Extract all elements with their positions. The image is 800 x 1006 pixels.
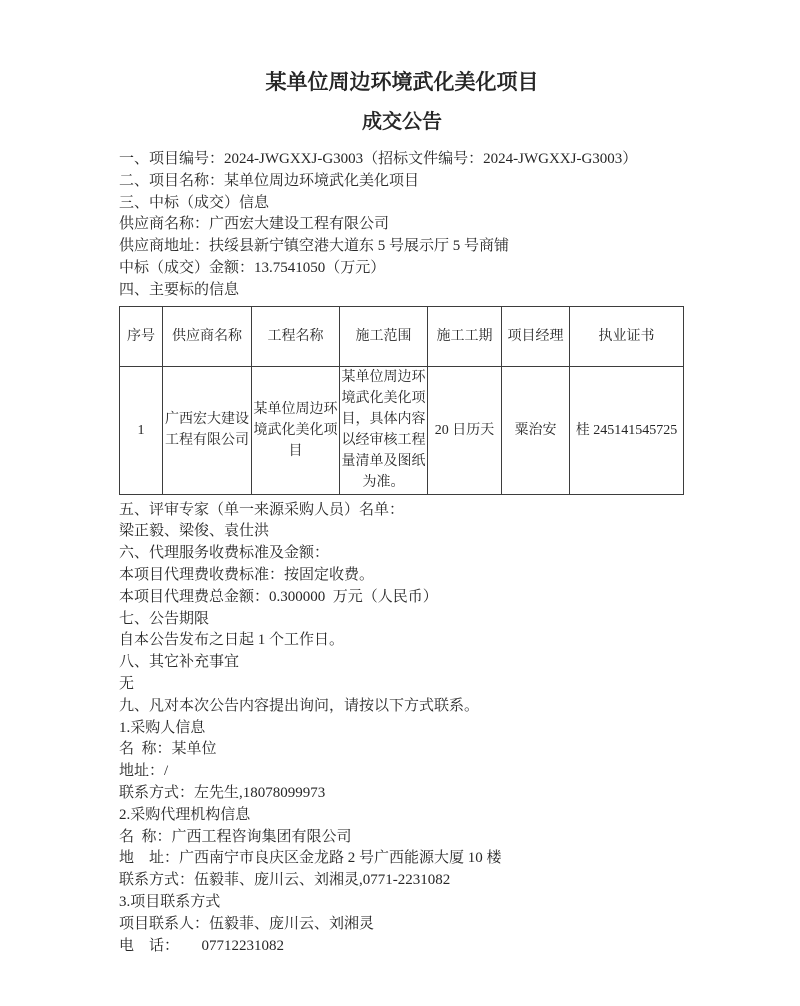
header-construction-scope: 施工范围: [340, 306, 428, 366]
project-name-line: 二、项目名称：某单位周边环境武化美化项目: [119, 172, 420, 189]
cell-project-manager: 粟治安: [502, 366, 570, 494]
agency-address: 地 址：广西南宁市良庆区金龙路 2 号广西能源大厦 10 楼: [119, 850, 502, 867]
header-seq-no: 序号: [120, 306, 163, 366]
document-title: 某单位周边环境武化美化项目: [265, 70, 539, 94]
announcement-period-text: 自本公告发布之日起 1 个工作日。: [119, 632, 345, 649]
cell-supplier-name: 广西宏大建设工程有限公司: [163, 366, 252, 494]
review-experts-heading: 五、评审专家（单一来源采购人员）名单：: [119, 501, 405, 518]
table-header-row: [120, 306, 684, 366]
cell-license-no: 桂 245141545725: [570, 366, 684, 494]
other-matters-text: 无: [119, 675, 135, 692]
announcement-period-heading: 七、公告期限: [119, 610, 210, 627]
project-contact-heading: 3.项目联系方式: [119, 893, 221, 910]
project-number-line: 一、项目编号：2024-JWGXXJ-G3003（招标文件编号：2024-JWGXXJ-G3003）: [119, 151, 638, 167]
header-construction-period: 施工工期: [428, 306, 502, 366]
supplier-address-line: 供应商地址：扶绥县新宁镇空港大道东 5 号展示厅 5 号商铺: [119, 238, 510, 255]
agency-info-heading: 2.采购代理机构信息: [119, 806, 251, 823]
project-contact-phone: 电 话： 07712231082: [119, 937, 285, 954]
other-matters-heading: 八、其它补充事宜: [119, 654, 240, 671]
agency-contact: 联系方式：伍毅菲、庞川云、刘湘灵,0771-2231082: [119, 872, 451, 889]
cell-construction-period: 20 日历天: [428, 366, 502, 494]
cell-construction-scope: 某单位周边环境武化美化项目，具体内容以经审核工程量清单及图纸为准。: [340, 366, 428, 494]
document-subtitle: 成交公告: [362, 111, 442, 133]
bid-result-table: [119, 306, 684, 495]
agency-name: 名 称：广西工程咨询集团有限公司: [119, 828, 352, 845]
purchaser-name: 名 称：某单位: [119, 741, 217, 758]
review-experts-names: 梁正毅、梁俊、袁仕洪: [119, 523, 270, 540]
purchaser-contact: 联系方式：左先生,18078099973: [119, 784, 326, 801]
main-subject-heading: 四、主要标的信息: [119, 281, 240, 298]
supplier-name-line: 供应商名称：广西宏大建设工程有限公司: [119, 216, 390, 233]
table-row: [120, 366, 684, 494]
header-project-name: 工程名称: [252, 306, 340, 366]
agency-fee-standard: 本项目代理费收费标准：按固定收费。: [119, 566, 375, 583]
agency-fee-total: 本项目代理费总金额：0.300000 万元（人民币）: [119, 588, 438, 605]
cell-seq-no: 1: [120, 366, 163, 494]
agency-fee-heading: 六、代理服务收费标准及金额：: [119, 545, 330, 562]
award-info-heading: 三、中标（成交）信息: [119, 194, 270, 211]
contact-intro-heading: 九、凡对本次公告内容提出询问，请按以下方式联系。: [119, 697, 480, 714]
cell-project-name: 某单位周边环境武化美化项目: [252, 366, 340, 494]
header-project-manager: 项目经理: [502, 306, 570, 366]
purchaser-address: 地址：/: [119, 763, 169, 780]
header-supplier-name: 供应商名称: [163, 306, 252, 366]
project-contact-persons: 项目联系人：伍毅菲、庞川云、刘湘灵: [119, 915, 375, 932]
purchaser-info-heading: 1.采购人信息: [119, 719, 206, 736]
header-license-no: 执业证书: [570, 306, 684, 366]
award-amount-line: 中标（成交）金额：13.7541050（万元）: [119, 259, 386, 276]
